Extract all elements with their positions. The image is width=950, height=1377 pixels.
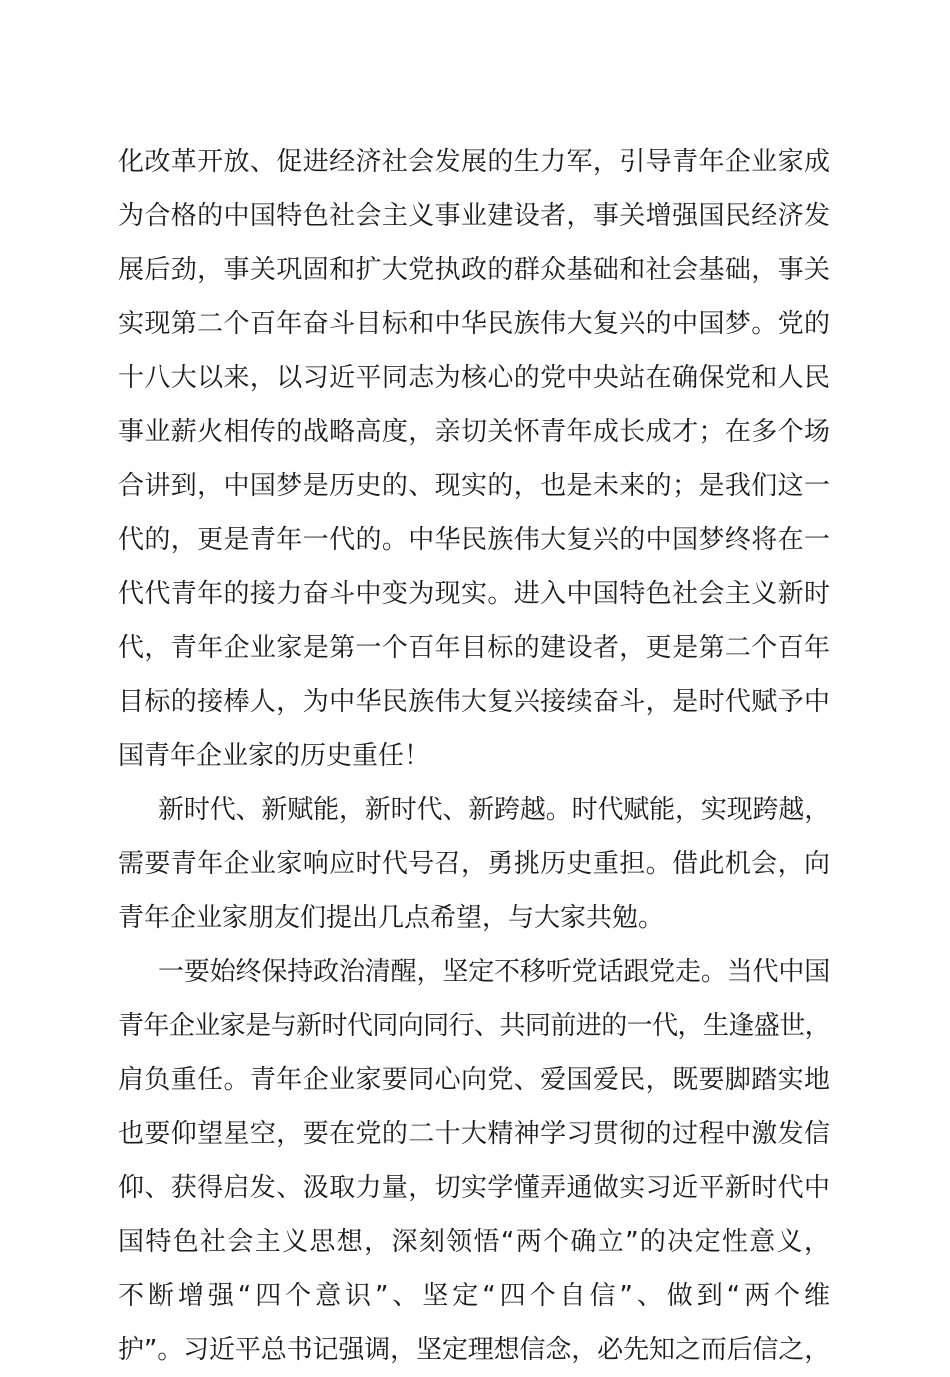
- text-line: 仰、获得启发、汲取力量，切实学懂弄通做实习近平新时代中: [118, 1173, 830, 1203]
- text-line: 不断增强“四个意识”、坚定“四个自信”、做到“两个维: [118, 1281, 830, 1311]
- text-line: 十八大以来，以习近平同志为核心的党中央站在确保党和人民: [118, 363, 830, 393]
- paragraph-first-line: 一要始终保持政治清醒，坚定不移听党话跟党走。当代中国: [158, 957, 830, 987]
- text-line: 实现第二个百年奋斗目标和中华民族伟大复兴的中国梦。党的: [118, 309, 830, 339]
- text-line: 国特色社会主义思想，深刻领悟“两个确立”的决定性意义，: [118, 1227, 830, 1257]
- text-line: 为合格的中国特色社会主义事业建设者，事关增强国民经济发: [118, 201, 830, 231]
- text-line: 事业薪火相传的战略高度，亲切关怀青年成长成才；在多个场: [118, 417, 830, 447]
- text-line: 国青年企业家的历史重任！: [118, 741, 431, 771]
- text-line: 合讲到，中国梦是历史的、现实的，也是未来的；是我们这一: [118, 471, 830, 501]
- text-line: 代，青年企业家是第一个百年目标的建设者，更是第二个百年: [118, 633, 830, 663]
- text-line: 目标的接棒人，为中华民族伟大复兴接续奋斗，是时代赋予中: [118, 687, 830, 717]
- text-line: 代代青年的接力奋斗中变为现实。进入中国特色社会主义新时: [118, 579, 830, 609]
- text-line: 青年企业家朋友们提出几点希望，与大家共勉。: [118, 903, 665, 933]
- text-line: 化改革开放、促进经济社会发展的生力军，引导青年企业家成: [118, 147, 830, 177]
- text-line: 需要青年企业家响应时代号召，勇挑历史重担。借此机会，向: [118, 849, 830, 879]
- text-line: 也要仰望星空，要在党的二十大精神学习贯彻的过程中激发信: [118, 1119, 830, 1149]
- text-line: 肩负重任。青年企业家要同心向党、爱国爱民，既要脚踏实地: [118, 1065, 830, 1095]
- text-line: 青年企业家是与新时代同向同行、共同前进的一代，生逢盛世，: [118, 1011, 830, 1041]
- paragraph-first-line: 新时代、新赋能，新时代、新跨越。时代赋能，实现跨越，: [158, 795, 830, 825]
- text-line: 护”。习近平总书记强调，坚定理想信念，必先知之而后信之，: [118, 1335, 830, 1365]
- text-line: 展后劲，事关巩固和扩大党执政的群众基础和社会基础，事关: [118, 255, 830, 285]
- text-line: 代的，更是青年一代的。中华民族伟大复兴的中国梦终将在一: [118, 525, 830, 555]
